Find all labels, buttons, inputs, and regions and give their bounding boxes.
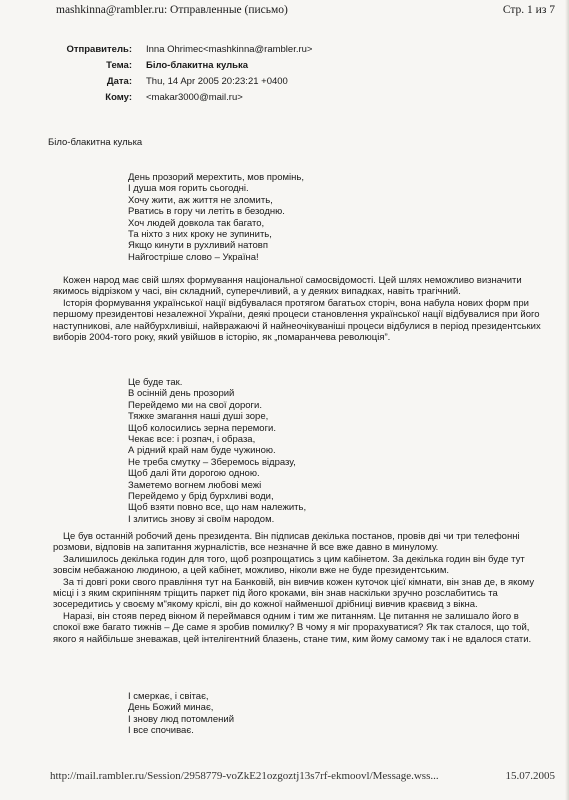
- scan-edge: [565, 0, 569, 800]
- to-label: Кому:: [105, 92, 132, 103]
- poem-line: Щоб взяти повно все, що нам належить,: [128, 502, 307, 514]
- subject-label: Тема:: [106, 60, 132, 71]
- poem-line: Щоб далі йти дорогою одною.: [128, 468, 260, 480]
- poem-line: Чекає все: і розпач, і образа,: [128, 433, 256, 445]
- poem-line: День прозорий мерехтить, мов промінь,: [128, 172, 304, 183]
- poem-line: Тяжке змагання наші душі зоре,: [128, 411, 269, 423]
- poem-line: Хочу жити, аж життя не зломить,: [128, 194, 273, 206]
- poem-line: День Божий минає,: [128, 702, 214, 714]
- date-value: Thu, 14 Apr 2005 20:23:21 +0400: [146, 76, 288, 87]
- poem-line: Перейдемо у брід бурхливі води,: [128, 490, 274, 502]
- paragraph: За ті довгі роки свого правління тут на Банковій, він вивчив кожен куточок цієї кімнати, він знав де, в якому місці і з яким скрипінням тріщить паркет під його кроками, він знав наскільки зручно розслабитись та зосередитись у своєму м"якому кріслі, він до кожної найменшої дрібниці вивчив краєвид з вікна.: [53, 576, 535, 611]
- poem-line: Заметемо вогнем любові межі: [128, 479, 262, 491]
- poem-line: І злитись знову зі своїм народом.: [128, 513, 275, 525]
- date-label: Дата:: [106, 76, 132, 87]
- paragraph: Історія формування української нації відбувалася протягом багатьох сторіч, вона набула нових форм при першому президентові незалежної України, деякі процеси становлення української нації відбувалися при його наступникові, але найбурхливіші, найвражаючі й найнеочікуваніші процеси відбулися в період президентських виборів 2004-того року, який увійшов в історію, як „помаранчева революція”.: [53, 297, 541, 344]
- paragraph: Наразі, він стояв перед вікном й переймався одним і тим же питанням. Це питання не залишало його в спокої вже багато тижнів – Де саме я зробив помилку? В чому я міг прорахуватися? Як так сталося, що той, якого я найбільше зневажав, цей інтелігентний блазень, стане тим, ким йому самому так і не вдалося стати.: [53, 610, 532, 645]
- footer-url: http://mail.rambler.ru/Session/2958779-voZkE21ozgoztj13s7rf-ekmoovl/Message.wss...: [50, 770, 439, 782]
- poem-line: Це буде так.: [128, 377, 183, 388]
- paragraph: Це був останній робочий день президента. Він підписав декілька постанов, провів дві чи три телефонні розмови, відповів на запитання журналістів, все незначне й все вже давно в минулому.: [53, 531, 520, 554]
- poem-line: Та ніхто з них кроку не зупинить,: [128, 228, 272, 240]
- poem-line: А рідний край нам буде чужиною.: [128, 445, 276, 457]
- poem-line: І душа моя горить сьогодні.: [128, 183, 249, 195]
- to-value: <makar3000@mail.ru>: [146, 92, 243, 103]
- poem-3: [128, 691, 234, 737]
- poem-line: Не треба смутку – Зберемось відразу,: [128, 456, 296, 468]
- poem-line: І смеркає, і світає,: [128, 691, 209, 702]
- subject-value: Біло-блакитна кулька: [146, 60, 249, 71]
- paragraph: Залишилось декілька годин для того, щоб розпрощатись з цим кабінетом. За декілька годин він буде тут зовсім небажаною людиною, а цей кабінет, можливо, ніколи вже не буде президентським.: [53, 553, 525, 577]
- paragraph: Кожен народ має свій шлях формування національної самосвідомості. Цей шлях неможливо визначити якимось відрізком у часі, він складний, суперечливий, а у деяких випадках, навіть трагічний.: [53, 275, 522, 298]
- poem-1: [128, 172, 304, 263]
- poem-line: В осінній день прозорий: [128, 388, 235, 400]
- poem-2: [128, 377, 306, 525]
- prose-section-2: [53, 531, 547, 645]
- poem-line: Хоч людей довкола так багато,: [128, 217, 265, 229]
- poem-line: Якщо кинути в рухливий натовп: [128, 240, 268, 252]
- print-header: [56, 4, 555, 20]
- print-footer: [50, 770, 555, 786]
- poem-line: І знову люд потомлений: [128, 713, 234, 725]
- from-value: Inna Ohrimec<mashkinna@rambler.ru>: [146, 44, 313, 55]
- from-label: Отправитель:: [66, 44, 132, 55]
- poem-line: Перейдемо ми на свої дороги.: [128, 399, 262, 411]
- poem-line: І все спочиває.: [128, 725, 194, 737]
- poem-line: Рватись в гору чи летіть в безодню.: [128, 206, 285, 218]
- page-counter: Стр. 1 из 7: [502, 4, 555, 16]
- poem-line: Найгостріше слово – Україна!: [128, 251, 259, 263]
- mailbox-title: mashkinna@rambler.ru: Отправленные (письмо): [56, 4, 288, 16]
- document-title: Біло-блакитна кулька: [48, 137, 143, 148]
- prose-section-1: [53, 275, 547, 343]
- poem-line: Щоб колосились зерна перемоги.: [128, 422, 276, 434]
- footer-date: 15.07.2005: [505, 770, 555, 782]
